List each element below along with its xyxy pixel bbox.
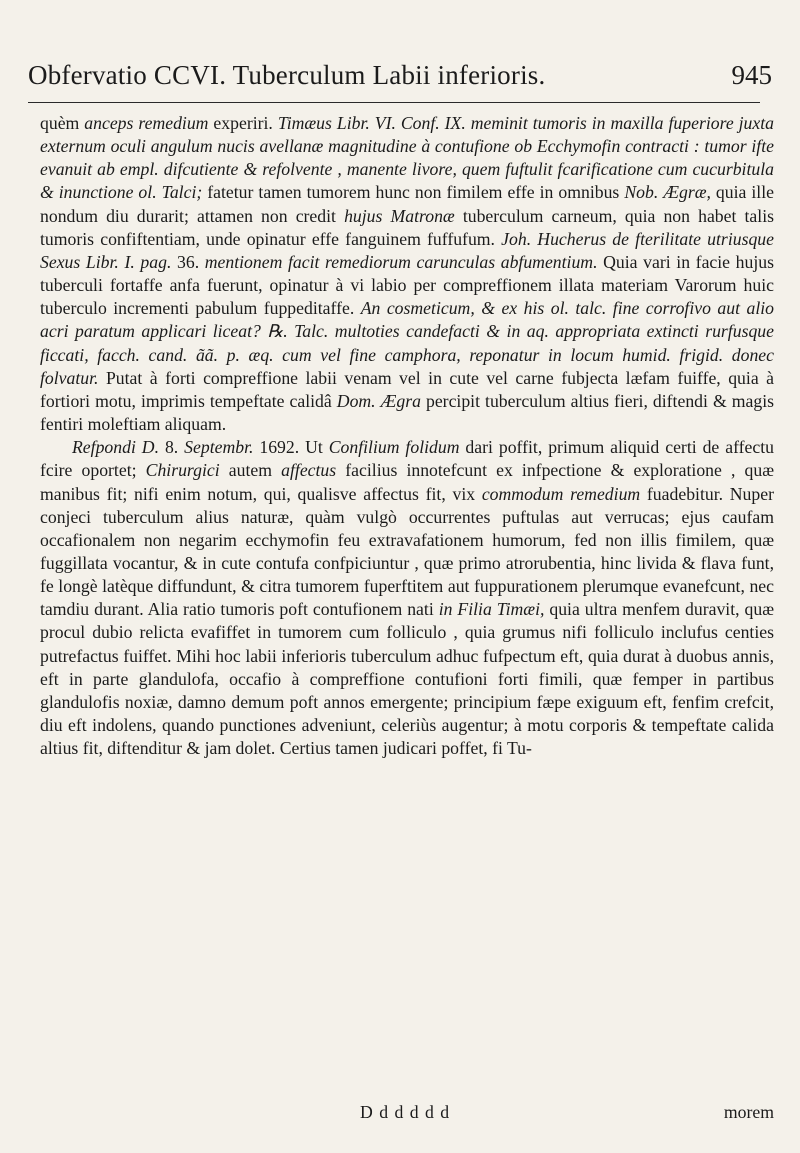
page-number: 945 [731,60,772,90]
italic-run: affectus [281,460,337,481]
italic-run: Dom. Ægra [336,390,421,411]
text-run: Putat à forti compreffione labii venam vel in cute vel carne fubjecta læfam fuiffe, quia à fortiori motu, imprimis tempeftate calidâ [40,367,774,411]
italic-run: Refpondi D. [72,437,159,458]
header-rule [28,102,760,103]
text-run: quèm [40,113,85,133]
italic-run: An cosmeticum, & ex his ol. talc. fine corrofivo aut alio acri paratum applicari liceat? ℞. Talc. multoties candefacti & in aq. appropriata extincti rurfusque ficcati, facch. cand. ãã. p. æq. cum vel fine camphora, reponatur in locum humid. frigid. donec folvatur. [40,298,774,388]
text-run: tuberculum carneum, quia non habet talis tumoris confiftentiam, unde opinatur effe fanguinem fuffufum. [40,205,774,249]
paragraph-1 [40,112,774,436]
text-run: 36. [171,251,205,272]
text-run: percipit tuberculum altius fieri, diftendi & magis fentiri moleftiam aliquam. [40,390,774,435]
italic-run: mentionem facit remediorum carunculas abfumentium. [204,251,598,272]
text-run: 8. [159,437,185,458]
italic-run: Septembr. [184,437,254,458]
page-header [28,60,772,104]
running-head: Obfervatio CCVI. Tuberculum Labii inferioris. [28,60,546,90]
italic-run: Timæus Libr. VI. Conf. IX. meminit tumoris in maxilla fuperiore juxta externum oculi angulum nucis avellanæ magnitudine à contufione ob Ecchymofin contracti : tumor ifte evanuit ab empl. difcutiente & refolvente , manente livore, quem fuftulit fcarificatione cum cucurbitula & inunctione ol. Talci; [40,113,775,203]
italic-run: hujus Matronæ [344,205,455,226]
text-run: experiri. [208,113,278,133]
text-run: quia ultra menfem duravit, quæ procul dubio relicta evafiffet in tumorem cum folliculo , quia grumus nifi folliculo inclufus centies putrefactus fuiffet. Mihi hoc labii inferioris tuberculum adhuc fufpectum eft, quia durat à duobus annis, eft in parte glandulofa, occafio à compreffione contufioni forti fimili, quæ femper in partibus glandulofis noxiæ, damno demum poft annos emergente; principium fæpe exiguum eft, fenfim crefcit, diu eft indolens, quando punctiones adveniunt, celeriùs augentur; à motu corporis & tempeftate calida altius fit, diftenditur & jam dolet. Certius tamen judicari poffet, fi Tu- [40,599,774,759]
text-run: Quia vari in facie hujus tuberculi fortaffe anfa fuerunt, opinatur à vi labio per compreffionem illata materiam Varorum huic tuberculo incrementi pabulum fuppeditaffe. [40,251,774,319]
catchword: morem [723,1102,774,1122]
text-run: fatetur tamen tumorem hunc non fimilem effe in omnibus [202,182,625,203]
text-run: quia ille nondum diu durarit; attamen non credit [40,182,774,226]
italic-run: commodum remedium [481,483,641,504]
italic-run: Chirurgici [145,460,220,481]
page-footer [40,1101,774,1123]
italic-run: Confilium folidum [328,437,460,458]
italic-run: in Filia Timæi, [438,599,545,620]
text-run: 1692. Ut [253,437,329,458]
text-run: autem [219,460,282,481]
text-run: dari poffit, primum aliquid certi de affectu fcire oportet; [40,437,774,481]
italic-run: Nob. Ægræ, [624,182,711,203]
text-run: facilius innotefcunt ex infpectione & exploratione , quæ manibus fit; nifi enim notum, qui, qualisve affectus fit, vix [40,460,774,504]
italic-run: anceps remedium [84,113,209,133]
paragraph-2 [40,436,774,760]
italic-run: Joh. Hucherus de fterilitate utriusque Sexus Libr. I. pag. [40,228,774,272]
text-run: fuadebitur. Nuper conjeci tuberculum alius naturæ, quàm vulgò occurrentes puftulas aut verrucas; ejus caufam occafionalem non negarim ecchymofin feu extravafationem humorum, fed non illis fimilem, quæ fuggillata vocantur, & in cute contufa confpiciuntur , quæ primo atrorubentia, hinc livida & flava funt, fe longè latèque diffundunt, & citra tumorem fuperftitem aut fuppurationem plerumque evanefcunt, nec tamdiu durant. Alia ratio tumoris poft contufionem nati [40,483,774,620]
signature-mark: D d d d d d [360,1102,451,1122]
body-text [40,112,774,760]
